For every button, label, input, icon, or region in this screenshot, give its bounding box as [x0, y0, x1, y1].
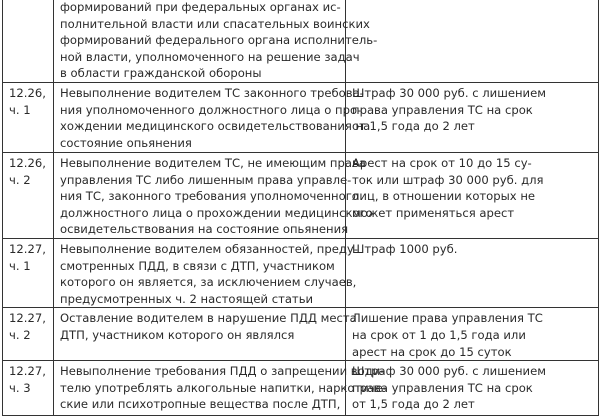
text-line: в области гражданской обороны: [60, 66, 262, 81]
text-line: формирований при федеральных органах ис-: [60, 0, 341, 14]
article-cell: [3, 238, 54, 307]
text-line: смотренных ПДД, в связи с ДТП, участником: [60, 258, 335, 273]
article-cell: [3, 308, 54, 361]
article-cell: [3, 83, 54, 153]
table-row: [3, 153, 599, 239]
description-cell: [54, 238, 358, 307]
text-line: ной власти, уполномоченного на решение задач: [60, 49, 360, 64]
text-line: ч. 3: [9, 380, 31, 395]
text-line: телю употреблять алкогольные напитки, наркотиче-: [60, 380, 387, 395]
penalties-table: [2, 0, 599, 416]
penalty-cell: [346, 83, 599, 153]
article-cell: [3, 153, 54, 239]
table-row: [3, 0, 599, 83]
text-line: Оставление водителем в нарушение ПДД места: [60, 311, 357, 326]
text-line: Невыполнение водителем обязанностей, преду-: [60, 241, 358, 256]
description-cell: [54, 83, 371, 153]
article-cell: [3, 361, 54, 416]
text-line: 12.27,: [9, 241, 46, 256]
text-line: должностного лица о прохождении медицинского: [60, 205, 373, 220]
table-row: [3, 83, 599, 153]
description-cell: [54, 361, 387, 416]
text-line: 12.27,: [9, 311, 46, 326]
text-line: хождении медицинского освидетельствования на: [60, 119, 371, 134]
description-cell: [54, 0, 378, 83]
text-line: Невыполнение водителем ТС, не имеющим права: [60, 156, 366, 170]
description-cell: [54, 153, 373, 239]
text-line: Арест на срок от 10 до 15 су-: [352, 156, 532, 170]
table-row: [3, 361, 599, 416]
article-cell: [3, 0, 54, 83]
text-line: Невыполнение требования ПДД о запрещении води-: [60, 364, 385, 379]
penalty-cell: [346, 238, 599, 307]
text-line: управления ТС либо лишенным права управле-: [60, 172, 352, 187]
text-line: формирований федерального органа исполнитель-: [60, 33, 378, 48]
text-line: освидетельствования на состояние опьянения: [60, 222, 349, 237]
text-line: на срок от 1 до 1,5 года или: [352, 327, 526, 342]
penalty-cell: [346, 361, 599, 416]
text-line: ДТП, участником которого он являлся: [60, 327, 295, 342]
text-line: ч. 2: [9, 327, 31, 342]
text-line: ч. 2: [9, 172, 31, 187]
text-line: Штраф 30 000 руб. с лишением: [352, 86, 546, 100]
text-line: 12.26,: [9, 156, 46, 170]
text-line: полнительной власти или спасательных воинских: [60, 16, 370, 31]
text-line: лиц, в отношении которых не: [352, 189, 536, 204]
text-line: права управления ТС на срок: [352, 102, 533, 117]
text-line: состояние опьянения: [60, 135, 192, 150]
table-row: [3, 238, 599, 307]
text-line: 12.27,: [9, 364, 46, 379]
text-line: Невыполнение водителем ТС законного требова-: [60, 86, 364, 100]
text-line: права управления ТС на срок: [352, 380, 533, 395]
description-cell: [54, 308, 357, 361]
text-line: от 1,5 года до 2 лет: [352, 397, 475, 412]
text-line: Лишение права управления ТС: [352, 311, 543, 326]
text-line: ния ТС, законного требования уполномоченного: [60, 189, 359, 204]
text-line: ские или психотропные вещества после ДТП,: [60, 397, 341, 412]
text-line: ч. 1: [9, 258, 31, 273]
table-row: [3, 308, 599, 361]
text-line: ток или штраф 30 000 руб. для: [352, 172, 544, 187]
text-line: арест на срок до 15 суток: [352, 344, 512, 359]
penalty-cell: [346, 153, 599, 239]
text-line: предусмотренных ч. 2 настоящей статьи: [60, 291, 314, 306]
penalty-cell: [346, 308, 599, 361]
text-line: Штраф 30 000 руб. с лишением: [352, 364, 546, 379]
text-line: от 1,5 года до 2 лет: [352, 119, 475, 134]
text-line: Штраф 1000 руб.: [352, 241, 458, 256]
text-line: 12.26,: [9, 86, 46, 100]
text-line: может применяться арест: [352, 205, 515, 220]
text-line: которого он является, за исключением случаев,: [60, 275, 357, 290]
penalty-cell: [346, 0, 599, 83]
text-line: ния уполномоченного должностного лица о про-: [60, 102, 362, 117]
text-line: ч. 1: [9, 102, 31, 117]
